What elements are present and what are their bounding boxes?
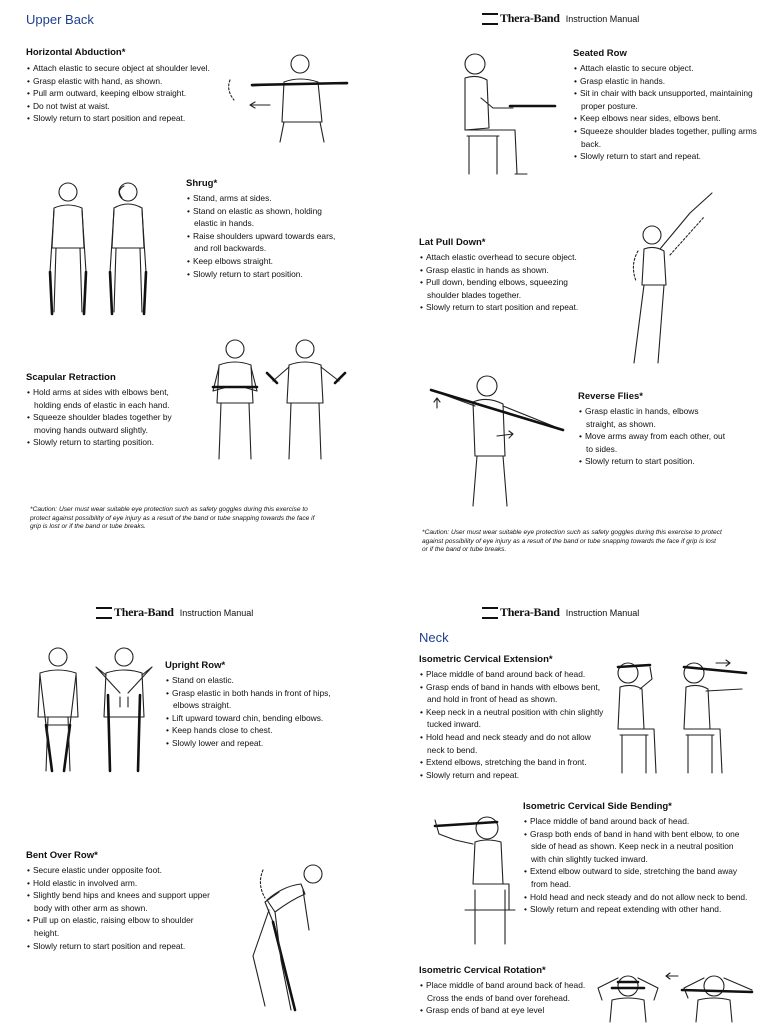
- step: • Raise shoulders upward towards ears, and roll backwards.: [186, 230, 336, 255]
- scapular-retraction-illustration: [205, 335, 355, 465]
- horizontal-abduction-illustration: [222, 50, 352, 145]
- step: • Grasp elastic in hands as shown.: [419, 264, 599, 277]
- step: • Slowly return to starting position.: [26, 436, 194, 449]
- section-title-neck: Neck: [419, 630, 449, 645]
- isometric-cervical-side-bending-illustration: [425, 810, 520, 950]
- step: • Attach elastic to secure object at shoulder level.: [26, 62, 226, 75]
- step: • Place middle of band around back of head. Cross the ends of band over forehead.: [419, 979, 589, 1004]
- seated-row-illustration: [455, 48, 565, 183]
- exercise-title: Shrug*: [186, 178, 218, 189]
- step: • Slightly bend hips and knees and support upper body with other arm as shown.: [26, 889, 211, 914]
- manual-label: Instruction Manual: [565, 13, 640, 24]
- step: • Do not twist at waist.: [26, 100, 226, 113]
- step: • Grasp both ends of band in hand with bent elbow, to one side of head as shown. Keep neck in a neutral position with chin slightly tucked inward.: [523, 828, 748, 866]
- exercise-upright-row: [165, 660, 340, 750]
- isometric-cervical-extension-illustration: [610, 655, 760, 785]
- step: • Keep hands close to chest.: [165, 724, 340, 737]
- step: • Slowly return and repeat.: [419, 769, 604, 782]
- step: • Hold elastic in involved arm.: [26, 877, 211, 890]
- exercise-title: Horizontal Abduction*: [26, 47, 126, 58]
- step: • Attach elastic overhead to secure object.: [419, 251, 599, 264]
- caution-note-left: *Caution: User must wear suitable eye protection such as safety goggles during this exercise to protect against possibility of eye injury as a result of the band or tube snapping towards the face if grip is lost or if the band or tube breaks.: [30, 506, 315, 531]
- bent-over-row-illustration: [235, 860, 345, 1015]
- thera-band-logo: Thera-Band: [96, 605, 174, 620]
- step: • Hold arms at sides with elbows bent, holding ends of elastic in each hand.: [26, 386, 194, 411]
- exercise-lat-pull-down: [419, 237, 599, 314]
- exercise-seated-row: [573, 48, 758, 163]
- step: • Grasp elastic with hand, as shown.: [26, 75, 226, 88]
- step: • Grasp elastic in hands, elbows straight, as shown.: [578, 405, 728, 430]
- exercise-reverse-flies: [578, 391, 728, 468]
- step: • Attach elastic to secure object.: [573, 62, 758, 75]
- exercise-title: Isometric Cervical Extension*: [419, 654, 553, 665]
- step: • Hold head and neck steady and do not allow neck to bend.: [419, 731, 604, 756]
- exercise-isometric-cervical-rotation: [419, 965, 589, 1017]
- manual-label: Instruction Manual: [565, 607, 640, 618]
- exercise-title: Seated Row: [573, 48, 627, 59]
- brand-header-bottom-left: [96, 605, 253, 620]
- brand-header-top-right: [482, 11, 639, 26]
- exercise-title: Bent Over Row*: [26, 850, 98, 861]
- manual-label: Instruction Manual: [179, 607, 254, 618]
- exercise-scapular-retraction: [26, 372, 194, 449]
- exercise-title: Reverse Flies*: [578, 391, 643, 402]
- step: • Grasp ends of band at eye level: [419, 1004, 589, 1017]
- step: • Extend elbow outward to side, stretching the band away from head.: [523, 865, 748, 890]
- step: • Stand on elastic as shown, holding elastic in hands.: [186, 205, 336, 230]
- lat-pull-down-illustration: [620, 185, 720, 370]
- step: • Slowly return to start and repeat.: [573, 150, 758, 163]
- exercise-title: Scapular Retraction: [26, 372, 116, 383]
- step: • Pull up on elastic, raising elbow to shoulder height.: [26, 914, 211, 939]
- step: • Slowly return to start position and repeat.: [419, 301, 599, 314]
- step: • Hold head and neck steady and do not allow neck to bend.: [523, 891, 748, 904]
- step: • Slowly return and repeat extending with other hand.: [523, 903, 748, 916]
- reverse-flies-illustration: [425, 372, 570, 512]
- brand-header-bottom-right: [482, 605, 639, 620]
- step: • Keep elbows near sides, elbows bent.: [573, 112, 758, 125]
- step: • Move arms away from each other, out to sides.: [578, 430, 728, 455]
- exercise-title: Isometric Cervical Side Bending*: [523, 801, 672, 812]
- step: • Pull arm outward, keeping elbow straight.: [26, 87, 226, 100]
- step: • Lift upward toward chin, bending elbows.: [165, 712, 340, 725]
- section-title-upper-back: Upper Back: [26, 12, 94, 27]
- upright-row-illustration: [28, 645, 158, 775]
- step: • Stand on elastic.: [165, 674, 340, 687]
- isometric-cervical-rotation-illustration: [592, 968, 762, 1022]
- step: • Place middle of band around back of head.: [419, 668, 604, 681]
- step: • Grasp elastic in hands.: [573, 75, 758, 88]
- thera-band-logo: Thera-Band: [482, 11, 560, 26]
- step: • Slowly return to start position and repeat.: [26, 940, 211, 953]
- exercise-bent-over-row: [26, 850, 211, 952]
- step: • Keep neck in a neutral position with chin slightly tucked inward.: [419, 706, 604, 731]
- step: • Slowly return to start position.: [578, 455, 728, 468]
- exercise-title: Upright Row*: [165, 660, 226, 671]
- step: • Squeeze shoulder blades together, pulling arms back.: [573, 125, 758, 150]
- step: • Squeeze shoulder blades together by moving hands outward slightly.: [26, 411, 194, 436]
- step: • Place middle of band around back of head.: [523, 815, 748, 828]
- step: • Stand, arms at sides.: [186, 192, 336, 205]
- exercise-horizontal-abduction: [26, 47, 226, 125]
- step: • Grasp elastic in both hands in front of hips, elbows straight.: [165, 687, 340, 712]
- exercise-shrug: [186, 178, 336, 280]
- step: • Pull down, bending elbows, squeezing shoulder blades together.: [419, 276, 599, 301]
- exercise-title: Isometric Cervical Rotation*: [419, 965, 546, 976]
- step: • Secure elastic under opposite foot.: [26, 864, 211, 877]
- caution-note-right: *Caution: User must wear suitable eye protection such as safety goggles during this exercise to protect against possibility of eye injury as a result of the band or tube snapping towards the face if grip is lost or if the band or tube breaks.: [422, 529, 722, 554]
- step: • Slowly lower and repeat.: [165, 737, 340, 750]
- step: • Grasp ends of band in hands with elbows bent, and hold in front of head as shown.: [419, 681, 604, 706]
- thera-band-logo: Thera-Band: [482, 605, 560, 620]
- exercise-title: Lat Pull Down*: [419, 237, 486, 248]
- step: • Extend elbows, stretching the band in front.: [419, 756, 604, 769]
- exercise-isometric-cervical-side-bending: [523, 801, 748, 916]
- exercise-isometric-cervical-extension: [419, 654, 604, 781]
- step: • Slowly return to start position.: [186, 268, 336, 281]
- step: • Sit in chair with back unsupported, maintaining proper posture.: [573, 87, 758, 112]
- step: • Keep elbows straight.: [186, 255, 336, 268]
- shrug-illustration: [40, 180, 170, 325]
- step: • Slowly return to start position and repeat.: [26, 112, 226, 125]
